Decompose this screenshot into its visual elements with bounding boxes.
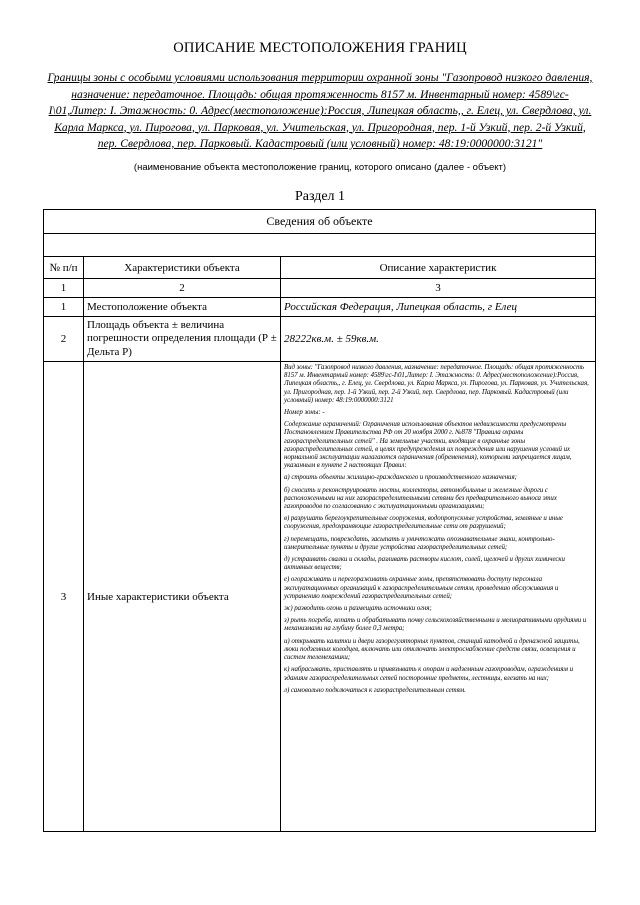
column-header-number: № п/п — [44, 257, 84, 279]
row-characteristic: Иные характеристики объекта — [84, 362, 281, 832]
column-number: 1 — [44, 279, 84, 298]
row-description: Российская Федерация, Липецкая область, г Елец — [281, 298, 596, 317]
zone-type-paragraph: Вид зоны: "Газопровод низкого давления, назначение: передаточное. Площадь: общая протяженность 8157 м. Инвентарный номер: 4589\гс-I\01,Литер: I. Этажность: 0. Адрес(местоположение):Россия, Липецкая область,, г. Елец, ул. Свердлова, ул. Карла Маркса, ул. Пирогова, ул. Парковая, ул. Учительская, ул. Пригородная, пер. 1-й Узкий, пер. 2-й Узкий, пер. Свердлова, пер. Парковый. Кадастровый (или условный) номер: 48:19:0000000:3121 — [284, 364, 589, 404]
row-number: 1 — [44, 298, 84, 317]
table-heading: Сведения об объекте — [44, 210, 596, 234]
row-characteristic: Местоположение объекта — [84, 298, 281, 317]
column-header-description: Описание характеристик — [281, 257, 596, 279]
restriction-item: д) устраивать свалки и склады, разливать растворы кислот, солей, щелочей и других химически активных веществ; — [284, 556, 565, 572]
column-header-characteristic: Характеристики объекта — [84, 257, 281, 279]
table-row — [44, 317, 596, 362]
zone-number-paragraph: Номер зоны: - — [284, 409, 325, 417]
restrictions-paragraph: Содержание ограничений: Ограничения использования объектов недвижимости предусмотрены Постановлением Правительства РФ от 20 ноября 2000 г. №878 "Правила охраны газораспределительных сетей" . На земельные участки, входящие в охранные зоны газораспределительных сетей, в целях предупреждения их повреждения или нарушения условий их нормальной эксплуатации налагаются ограничения (обременения), которыми запрещается лицам, указанным в пункте 2 настоящих Правил: — [284, 421, 572, 470]
table-row — [44, 298, 596, 317]
column-number: 2 — [84, 279, 281, 298]
empty-row — [44, 234, 596, 257]
restriction-item: к) набрасывать, приставлять и привязывать к опорам и надземным газопроводам, ограждениям и зданиям газораспределительных сетей посторонние предметы, лестницы, влезать на них; — [284, 666, 573, 682]
restriction-item: в) разрушать берегоукрепительные сооружения, водопропускные устройства, земляные и иные сооружения, предохраняющие газораспределительные сети от разрушений; — [284, 515, 563, 531]
restriction-item: л) самовольно подключаться к газораспределительным сетям. — [284, 686, 466, 694]
column-number: 3 — [281, 279, 596, 298]
object-description: Границы зоны с особыми условиями использования территории охранной зоны "Газопровод низкого давления, назначение: передаточное. Площадь: общая протяженность 8157 м. Инвентарный номер: 4589\гс-I\01,Литер: I. Этажность: 0. Адрес(местоположение):Россия, Липецкая область,, г. Елец, ул. Свердлова, ул. Карла Маркса, ул. Пирогова, ул. Парковая, ул. Учительская, ул. Пригородная, пер. 1-й Узкий, пер. 2-й Узкий, пер. Свердлова, пер. Парковый. Кадастровый (или условный) номер: 48:19:0000000:3121" — [47, 71, 593, 150]
restriction-item: г) перемещать, повреждать, засыпать и уничтожать опознавательные знаки, контрольно-измерительные пункты и другие устройства газораспределительных сетей; — [284, 535, 555, 551]
object-caption: (наименование объекта местоположение границ, которого описано (далее - объект) — [133, 162, 507, 173]
table-row — [44, 362, 596, 832]
row-number: 2 — [44, 317, 84, 362]
restriction-item: а) строить объекты жилищно-гражданского и производственного назначения; — [284, 474, 517, 482]
restriction-item: е) огораживать и перегораживать охранные зоны, препятствовать доступу персонала эксплуатационных организаций к газораспределительным сетям, проведению обслуживания и устранению повреждений газораспределительных сетей; — [284, 576, 559, 600]
restriction-item: б) сносить и реконструировать мосты, коллекторы, автомобильные и железные дороги с расположенными на них газораспределительными сетями без предварительного выноса этих газопроводов по согласованию с эксплуатационными организациями; — [284, 486, 557, 511]
column-numbers-row — [44, 279, 596, 298]
header-row — [44, 257, 596, 279]
document-title: ОПИСАНИЕ МЕСТОПОЛОЖЕНИЯ ГРАНИЦ — [173, 40, 467, 56]
section-title: Раздел 1 — [294, 189, 346, 204]
object-info-table — [43, 209, 596, 832]
row-number: 3 — [44, 362, 84, 832]
row-description: 28222кв.м. ± 59кв.м. — [281, 317, 596, 362]
restriction-item: и) открывать калитки и двери газорегуляторных пунктов, станций катодной и дренажной защиты, люки подземных колодцев, включать или отключать электроснабжение средств связи, освещения и систем телемеханики; — [284, 637, 580, 662]
restriction-item: з) рыть погреба, копать и обрабатывать почву сельскохозяйственными и мелиоративными орудиями и механизмами на глубину более 0,3 метра; — [284, 617, 587, 633]
row-characteristic: Площадь объекта ± величина погрешности определения площади (Р ± Дельта Р) — [84, 317, 281, 362]
empty-cell — [44, 234, 596, 257]
restriction-item: ж) разводить огонь и размещать источники огня; — [284, 605, 432, 613]
row-description-restrictions — [281, 362, 596, 832]
